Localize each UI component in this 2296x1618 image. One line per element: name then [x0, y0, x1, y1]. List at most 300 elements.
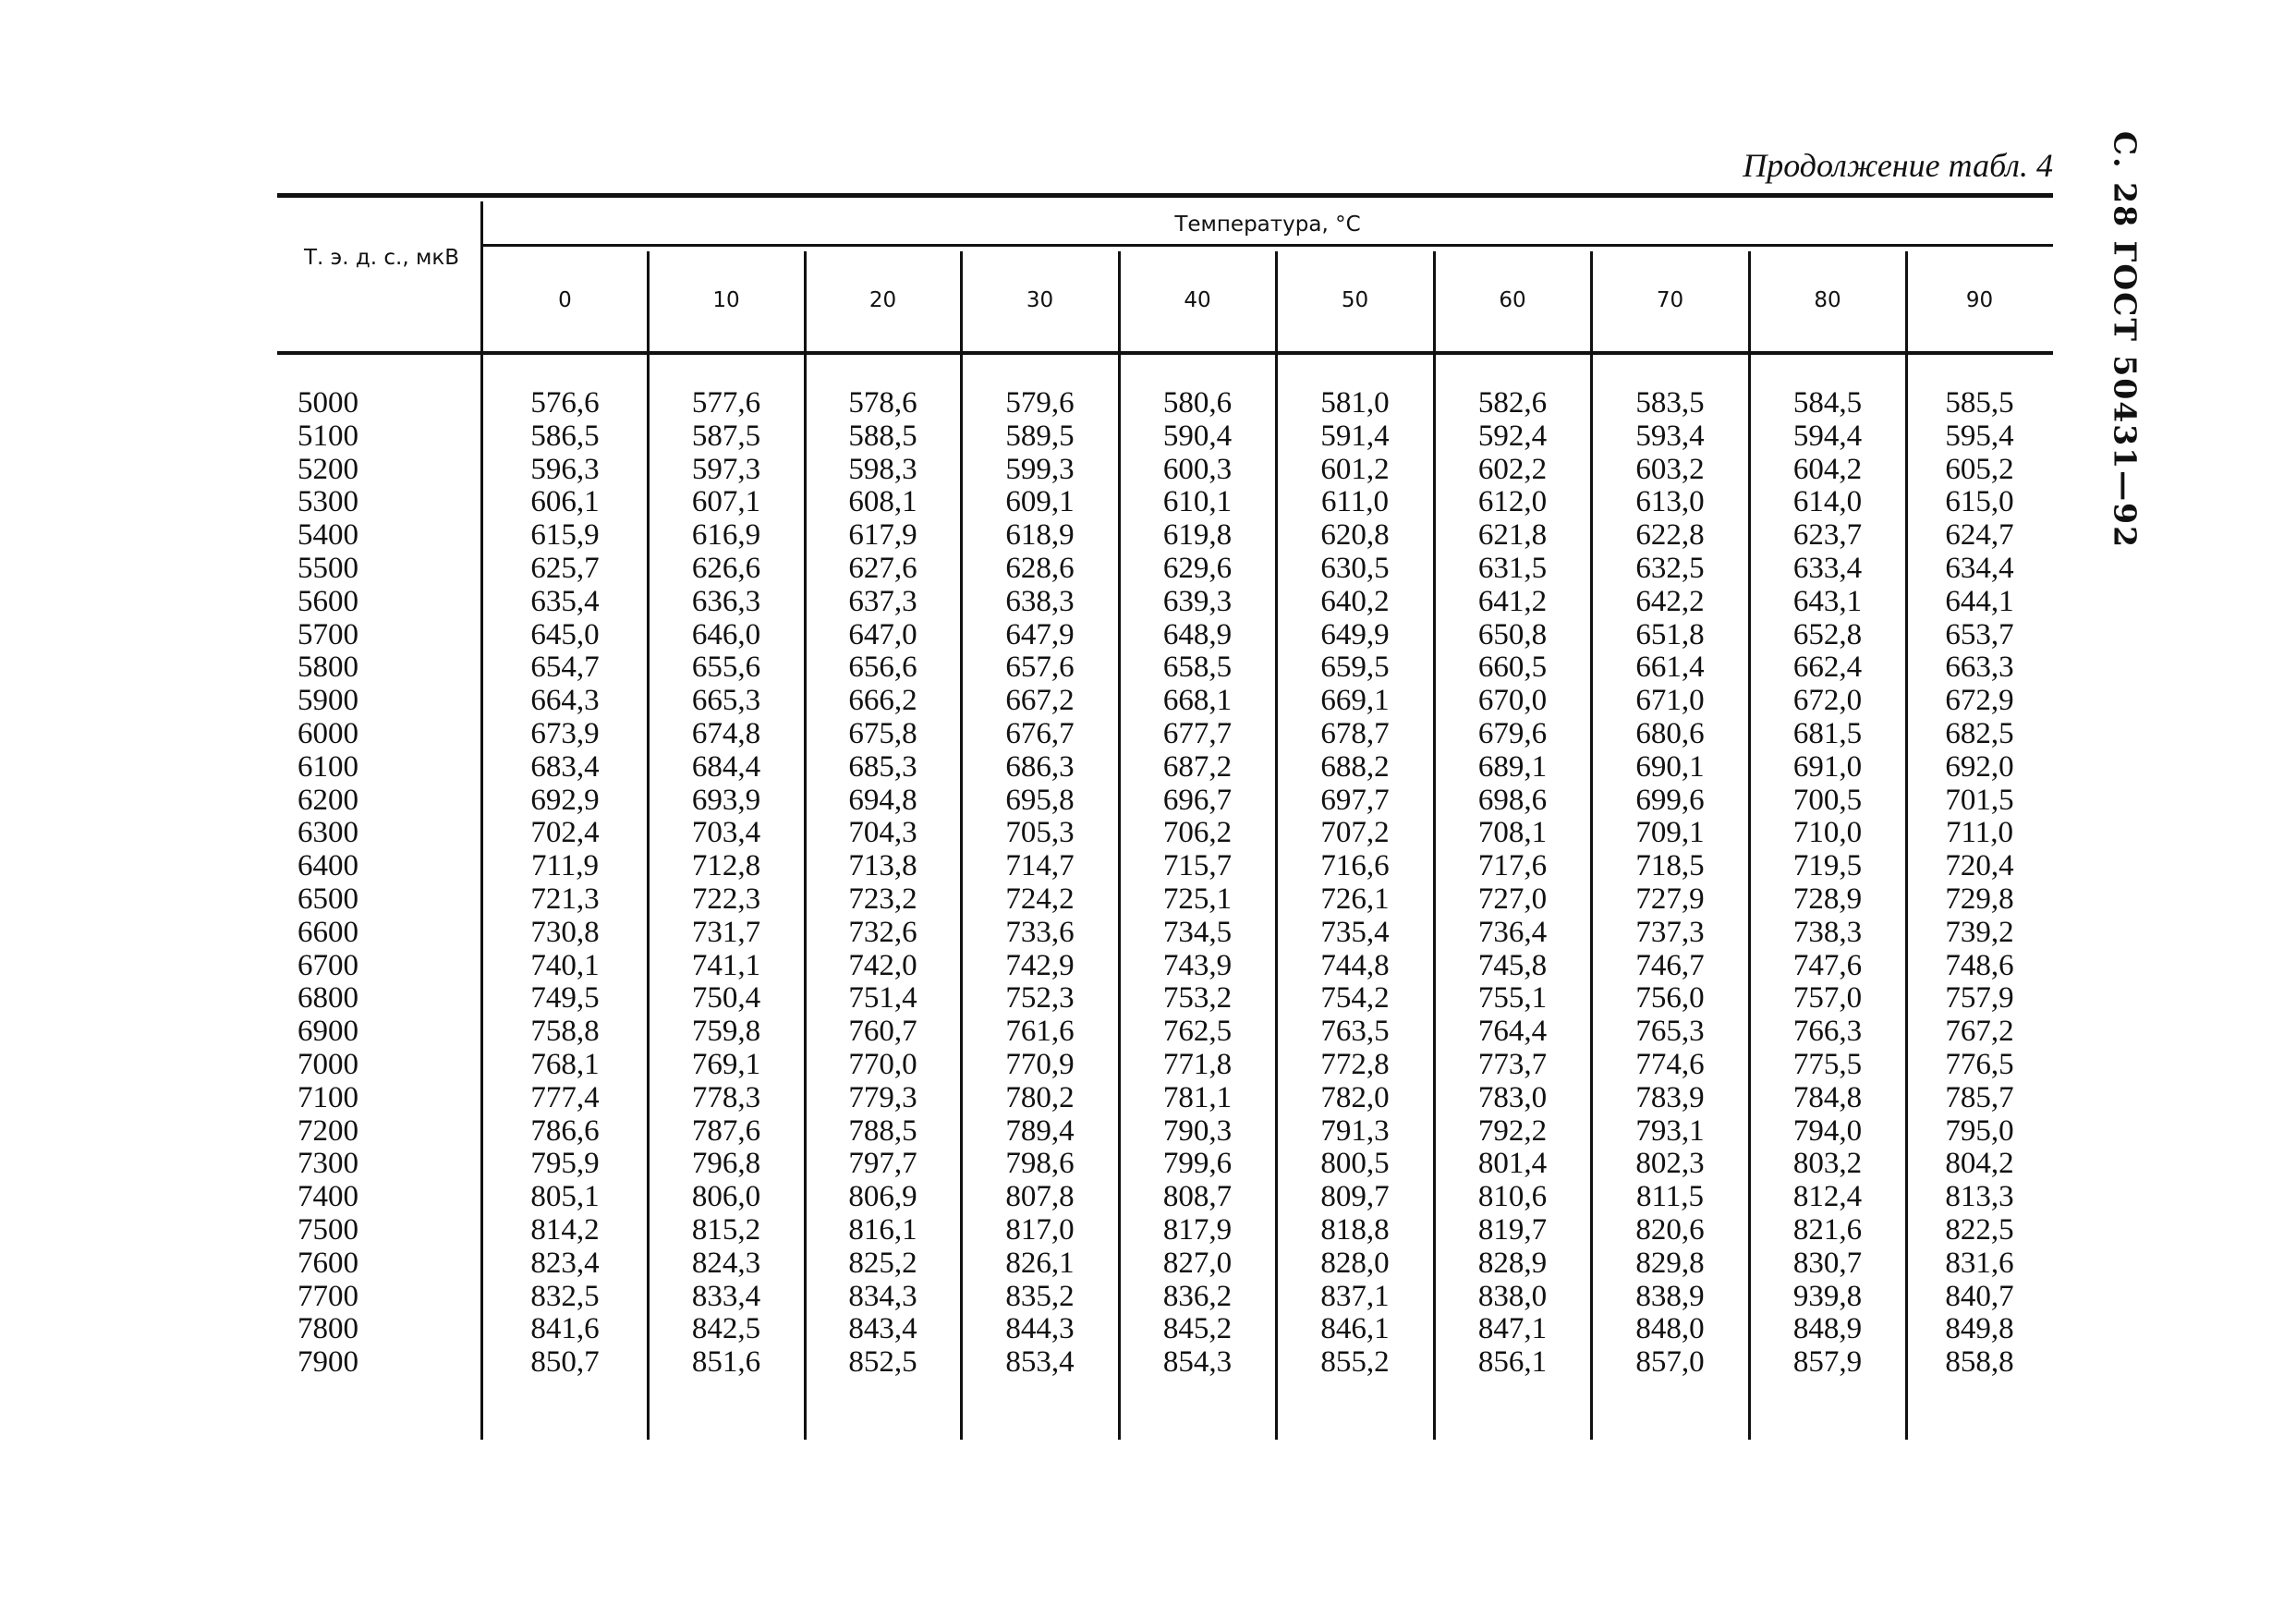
temperature-cell: 793,1 — [1635, 1113, 1705, 1148]
temperature-cell: 814,2 — [530, 1213, 600, 1247]
temperature-cell: 795,0 — [1945, 1113, 2014, 1148]
emf-value: 7200 — [298, 1113, 358, 1148]
temperature-cell: 772,8 — [1320, 1048, 1390, 1081]
temperature-cell: 667,2 — [1005, 684, 1075, 718]
temperature-cell: 802,3 — [1635, 1147, 1705, 1181]
temperature-cell: 851,6 — [691, 1345, 761, 1380]
temperature-cell: 699,6 — [1635, 783, 1705, 817]
temperature-cell: 746,7 — [1635, 948, 1705, 982]
temperature-cell: 700,5 — [1792, 783, 1863, 817]
temperature-cell: 645,0 — [530, 617, 600, 651]
emf-value: 5000 — [298, 386, 358, 420]
temperature-cell: 765,3 — [1635, 1015, 1705, 1049]
temperature-cell: 826,1 — [1005, 1246, 1075, 1280]
temperature-cell: 590,4 — [1162, 419, 1233, 453]
temperature-cell: 842,5 — [691, 1312, 761, 1346]
temperature-cell: 831,6 — [1945, 1246, 2014, 1280]
temperature-cell: 711,0 — [1945, 816, 2014, 850]
temperature-cell: 811,5 — [1635, 1180, 1705, 1214]
temperature-cell: 650,8 — [1477, 617, 1548, 651]
table-caption: Продолжение табл. 4 — [1743, 147, 2053, 184]
temperature-cell: 778,3 — [691, 1080, 761, 1114]
temperature-cell: 610,1 — [1162, 485, 1233, 519]
temperature-cell: 769,1 — [691, 1048, 761, 1081]
temperature-cell: 586,5 — [530, 419, 600, 453]
emf-value: 6400 — [298, 849, 358, 883]
temperature-cell: 743,9 — [1162, 948, 1233, 982]
temperature-cell: 841,6 — [530, 1312, 600, 1346]
emf-value: 5300 — [298, 485, 358, 519]
temperature-cell: 691,0 — [1792, 749, 1863, 784]
temperature-cell: 703,4 — [691, 816, 761, 850]
temperature-cell: 816,1 — [848, 1213, 917, 1247]
temperature-cell: 782,0 — [1320, 1080, 1390, 1114]
temperature-cell: 855,2 — [1320, 1345, 1390, 1380]
temperature-cell: 625,7 — [530, 552, 600, 585]
temperature-cell: 618,9 — [1005, 518, 1075, 553]
temperature-cell: 655,6 — [691, 651, 761, 685]
emf-value: 6900 — [298, 1015, 358, 1049]
temperature-cell: 825,2 — [848, 1246, 917, 1280]
emf-value: 6000 — [298, 717, 358, 750]
emf-value: 6200 — [298, 783, 358, 817]
temperature-cell: 818,8 — [1320, 1213, 1390, 1247]
temperature-cell: 755,1 — [1477, 981, 1548, 1016]
temperature-cell: 647,0 — [848, 617, 917, 651]
temperature-cell: 672,0 — [1792, 684, 1863, 718]
temperature-cell: 623,7 — [1792, 518, 1863, 553]
temperature-cell: 848,0 — [1635, 1312, 1705, 1346]
temperature-cell: 758,8 — [530, 1015, 600, 1049]
temperature-cell: 681,5 — [1792, 717, 1863, 750]
column-header: 90 — [1965, 288, 1994, 312]
temperature-cell: 602,2 — [1477, 452, 1548, 486]
temperature-cell: 685,3 — [848, 749, 917, 784]
temperature-cell: 683,4 — [530, 749, 600, 784]
temperature-cell: 675,8 — [848, 717, 917, 750]
temperature-cell: 606,1 — [530, 485, 600, 519]
temperature-cell: 634,4 — [1945, 552, 2014, 585]
temperature-cell: 857,0 — [1635, 1345, 1705, 1380]
temperature-cell: 717,6 — [1477, 849, 1548, 883]
temperature-cell: 724,2 — [1005, 882, 1075, 916]
emf-value: 7700 — [298, 1279, 358, 1313]
emf-value: 7400 — [298, 1180, 358, 1214]
temperature-cell: 770,9 — [1005, 1048, 1075, 1081]
temperature-cell: 579,6 — [1005, 386, 1075, 420]
temperature-cell: 636,3 — [691, 584, 761, 618]
temperature-cell: 585,5 — [1945, 386, 2014, 420]
temperature-cell: 733,6 — [1005, 915, 1075, 949]
temperature-cell: 821,6 — [1792, 1213, 1863, 1247]
temperature-cell: 797,7 — [848, 1147, 917, 1181]
temperature-cell: 692,0 — [1945, 749, 2014, 784]
temperature-cell: 649,9 — [1320, 617, 1390, 651]
temperature-cell: 834,3 — [848, 1279, 917, 1313]
temperature-cell: 801,4 — [1477, 1147, 1548, 1181]
temperature-cell: 694,8 — [848, 783, 917, 817]
temperature-cell: 709,1 — [1635, 816, 1705, 850]
temperature-cell: 582,6 — [1477, 386, 1548, 420]
temperature-cell: 770,0 — [848, 1048, 917, 1081]
column-header: 80 — [1814, 288, 1841, 312]
temperature-cell: 615,0 — [1945, 485, 2014, 519]
temperature-cell: 810,6 — [1477, 1180, 1548, 1214]
temperature-cell: 788,5 — [848, 1113, 917, 1148]
temperature-cell: 587,5 — [691, 419, 761, 453]
temperature-cell: 731,7 — [691, 915, 761, 949]
temperature-cell: 690,1 — [1635, 749, 1705, 784]
page-header-vertical — [2097, 130, 2153, 550]
temperature-cell: 581,0 — [1320, 386, 1390, 420]
temperature-cell: 660,5 — [1477, 651, 1548, 685]
temperature-cell: 840,7 — [1945, 1279, 2014, 1313]
temperature-cell: 745,8 — [1477, 948, 1548, 982]
temperature-cell: 749,5 — [530, 981, 600, 1016]
temperature-cell: 763,5 — [1320, 1015, 1390, 1049]
temperature-cell: 827,0 — [1162, 1246, 1233, 1280]
emf-value: 5600 — [298, 584, 358, 618]
temperature-cell: 845,2 — [1162, 1312, 1233, 1346]
temperature-cell: 806,9 — [848, 1180, 917, 1214]
temperature-cell: 591,4 — [1320, 419, 1390, 453]
temperature-cell: 798,6 — [1005, 1147, 1075, 1181]
temperature-cell: 604,2 — [1792, 452, 1863, 486]
temperature-cell: 736,4 — [1477, 915, 1548, 949]
temperature-cell: 671,0 — [1635, 684, 1705, 718]
column-header: 30 — [1026, 288, 1054, 312]
temperature-cell: 764,4 — [1477, 1015, 1548, 1049]
temperature-cell: 850,7 — [530, 1345, 600, 1380]
temperature-cell: 847,1 — [1477, 1312, 1548, 1346]
temperature-cell: 647,9 — [1005, 617, 1075, 651]
temperature-cell: 686,3 — [1005, 749, 1075, 784]
temperature-cell: 712,8 — [691, 849, 761, 883]
column-header: 60 — [1499, 288, 1526, 312]
temperature-cell: 838,0 — [1477, 1279, 1548, 1313]
temperature-cell: 659,5 — [1320, 651, 1390, 685]
temperature-cell: 715,7 — [1162, 849, 1233, 883]
temperature-cell: 669,1 — [1320, 684, 1390, 718]
temperature-cell: 600,3 — [1162, 452, 1233, 486]
temperature-cell: 812,4 — [1792, 1180, 1863, 1214]
temperature-cell: 809,7 — [1320, 1180, 1390, 1214]
emf-value: 7600 — [298, 1246, 358, 1280]
temperature-cell: 624,7 — [1945, 518, 2014, 553]
temperature-cell: 670,0 — [1477, 684, 1548, 718]
column-header: 0 — [558, 288, 572, 312]
temperature-cell: 734,5 — [1162, 915, 1233, 949]
temperature-cell: 848,9 — [1792, 1312, 1863, 1346]
temperature-cell: 794,0 — [1792, 1113, 1863, 1148]
temperature-cell: 584,5 — [1792, 386, 1863, 420]
emf-value: 6100 — [298, 749, 358, 784]
temperature-cell: 629,6 — [1162, 552, 1233, 585]
temperature-cell: 720,4 — [1945, 849, 2014, 883]
temperature-cell: 828,9 — [1477, 1246, 1548, 1280]
temperature-cell: 803,2 — [1792, 1147, 1863, 1181]
temperature-cell: 858,8 — [1945, 1345, 2014, 1380]
temperature-cell: 822,5 — [1945, 1213, 2014, 1247]
temperature-cell: 630,5 — [1320, 552, 1390, 585]
temperature-cell: 752,3 — [1005, 981, 1075, 1016]
temperature-cell: 668,1 — [1162, 684, 1233, 718]
temperature-cell: 747,6 — [1792, 948, 1863, 982]
temperature-cell: 693,9 — [691, 783, 761, 817]
temperature-cell: 742,9 — [1005, 948, 1075, 982]
temperature-cell: 617,9 — [848, 518, 917, 553]
temperature-cell: 615,9 — [530, 518, 600, 553]
row-header: Т. э. д. с., мкВ — [303, 246, 460, 270]
temperature-cell: 805,1 — [530, 1180, 600, 1214]
temperature-cell: 662,4 — [1792, 651, 1863, 685]
column-header: 50 — [1341, 288, 1369, 312]
temperature-cell: 711,9 — [530, 849, 600, 883]
temperature-cell: 605,2 — [1945, 452, 2014, 486]
temperature-cell: 732,6 — [848, 915, 917, 949]
temperature-cell: 742,0 — [848, 948, 917, 982]
temperature-cell: 676,7 — [1005, 717, 1075, 750]
temperature-cell: 771,8 — [1162, 1048, 1233, 1081]
temperature-cell: 594,4 — [1792, 419, 1863, 453]
temperature-cell: 828,0 — [1320, 1246, 1390, 1280]
emf-value: 7100 — [298, 1080, 358, 1114]
temperature-cell: 806,0 — [691, 1180, 761, 1214]
temperature-cell: 725,1 — [1162, 882, 1233, 916]
temperature-cell: 589,5 — [1005, 419, 1075, 453]
temperature-cell: 680,6 — [1635, 717, 1705, 750]
temperature-cell: 627,6 — [848, 552, 917, 585]
temperature-cell: 648,9 — [1162, 617, 1233, 651]
temperature-cell: 654,7 — [530, 651, 600, 685]
temperature-cell: 852,5 — [848, 1345, 917, 1380]
subheader-rule — [482, 244, 2053, 247]
temperature-cell: 719,5 — [1792, 849, 1863, 883]
emf-value: 5500 — [298, 552, 358, 585]
temperature-cell: 756,0 — [1635, 981, 1705, 1016]
temperature-cell: 633,4 — [1792, 552, 1863, 585]
emf-value: 5100 — [298, 419, 358, 453]
temperature-cell: 710,0 — [1792, 816, 1863, 850]
temperature-cell: 854,3 — [1162, 1345, 1233, 1380]
temperature-cell: 716,6 — [1320, 849, 1390, 883]
temperature-cell: 813,3 — [1945, 1180, 2014, 1214]
temperature-cell: 757,9 — [1945, 981, 2014, 1016]
temperature-cell: 595,4 — [1945, 419, 2014, 453]
temperature-cell: 832,5 — [530, 1279, 600, 1313]
temperature-cell: 684,4 — [691, 749, 761, 784]
temperature-cell: 697,7 — [1320, 783, 1390, 817]
temperature-cell: 787,6 — [691, 1113, 761, 1148]
temperature-cell: 688,2 — [1320, 749, 1390, 784]
temperature-cell: 713,8 — [848, 849, 917, 883]
temperature-cell: 766,3 — [1792, 1015, 1863, 1049]
emf-value: 5700 — [298, 617, 358, 651]
temperature-cell: 616,9 — [691, 518, 761, 553]
temperature-cell: 777,4 — [530, 1080, 600, 1114]
temperature-cell: 698,6 — [1477, 783, 1548, 817]
column-header: 10 — [712, 288, 740, 312]
temperature-cell: 651,8 — [1635, 617, 1705, 651]
temperature-cell: 611,0 — [1320, 485, 1390, 519]
temperature-cell: 781,1 — [1162, 1080, 1233, 1114]
temperature-cell: 637,3 — [848, 584, 917, 618]
temperature-cell: 620,8 — [1320, 518, 1390, 553]
temperature-cell: 829,8 — [1635, 1246, 1705, 1280]
temperature-cell: 815,2 — [691, 1213, 761, 1247]
temperature-cell: 823,4 — [530, 1246, 600, 1280]
temperature-cell: 641,2 — [1477, 584, 1548, 618]
page-header-text: С. 28 ГОСТ 50431—92 — [2107, 130, 2144, 550]
temperature-cell: 790,3 — [1162, 1113, 1233, 1148]
temperature-cell: 783,9 — [1635, 1080, 1705, 1114]
temperature-cell: 807,8 — [1005, 1180, 1075, 1214]
temperature-cell: 761,6 — [1005, 1015, 1075, 1049]
column-header: 70 — [1656, 288, 1684, 312]
temperature-cell: 592,4 — [1477, 419, 1548, 453]
temperature-cell: 598,3 — [848, 452, 917, 486]
temperature-cell: 588,5 — [848, 419, 917, 453]
temperature-cell: 656,6 — [848, 651, 917, 685]
temperature-cell: 776,5 — [1945, 1048, 2014, 1081]
temperature-cell: 785,7 — [1945, 1080, 2014, 1114]
temperature-cell: 835,2 — [1005, 1279, 1075, 1313]
temperature-cell: 739,2 — [1945, 915, 2014, 949]
temperature-cell: 744,8 — [1320, 948, 1390, 982]
temperature-cell: 696,7 — [1162, 783, 1233, 817]
temperature-cell: 751,4 — [848, 981, 917, 1016]
temperature-cell: 626,6 — [691, 552, 761, 585]
temperature-cell: 857,9 — [1792, 1345, 1863, 1380]
temperature-cell: 762,5 — [1162, 1015, 1233, 1049]
temperature-cell: 799,6 — [1162, 1147, 1233, 1181]
temperature-cell: 780,2 — [1005, 1080, 1075, 1114]
temperature-cell: 628,6 — [1005, 552, 1075, 585]
temperature-cell: 837,1 — [1320, 1279, 1390, 1313]
emf-value: 6600 — [298, 915, 358, 949]
temperature-cell: 846,1 — [1320, 1312, 1390, 1346]
temperature-cell: 661,4 — [1635, 651, 1705, 685]
temperature-cell: 735,4 — [1320, 915, 1390, 949]
temperature-cell: 792,2 — [1477, 1113, 1548, 1148]
temperature-cell: 666,2 — [848, 684, 917, 718]
temperature-cell: 830,7 — [1792, 1246, 1863, 1280]
temperature-cell: 759,8 — [691, 1015, 761, 1049]
temperature-cell: 678,7 — [1320, 717, 1390, 750]
temperature-cell: 768,1 — [530, 1048, 600, 1081]
temperature-cell: 607,1 — [691, 485, 761, 519]
temperature-cell: 754,2 — [1320, 981, 1390, 1016]
temperature-cell: 674,8 — [691, 717, 761, 750]
temperature-cell: 701,5 — [1945, 783, 2014, 817]
temperature-cell: 672,9 — [1945, 684, 2014, 718]
temperature-cell: 804,2 — [1945, 1147, 2014, 1181]
emf-value: 5900 — [298, 684, 358, 718]
top-rule — [277, 193, 2053, 198]
temperature-cell: 789,4 — [1005, 1113, 1075, 1148]
temperature-cell: 687,2 — [1162, 749, 1233, 784]
temperature-cell: 726,1 — [1320, 882, 1390, 916]
temperature-cell: 642,2 — [1635, 584, 1705, 618]
emf-value: 7900 — [298, 1345, 358, 1380]
emf-value: 6700 — [298, 948, 358, 982]
emf-value: 7300 — [298, 1147, 358, 1181]
temperature-cell: 773,7 — [1477, 1048, 1548, 1081]
temperature-cell: 577,6 — [691, 386, 761, 420]
temperature-cell: 748,6 — [1945, 948, 2014, 982]
temperature-cell: 728,9 — [1792, 882, 1863, 916]
temperature-cell: 819,7 — [1477, 1213, 1548, 1247]
temperature-cell: 580,6 — [1162, 386, 1233, 420]
temperature-cell: 844,3 — [1005, 1312, 1075, 1346]
temperature-cell: 704,3 — [848, 816, 917, 850]
column-header: 20 — [869, 288, 897, 312]
temperature-cell: 665,3 — [691, 684, 761, 718]
temperature-cell: 679,6 — [1477, 717, 1548, 750]
temperature-cell: 593,4 — [1635, 419, 1705, 453]
temperature-cell: 721,3 — [530, 882, 600, 916]
temperature-cell: 760,7 — [848, 1015, 917, 1049]
temperature-cell: 652,8 — [1792, 617, 1863, 651]
temperature-cell: 783,0 — [1477, 1080, 1548, 1114]
temperature-cell: 603,2 — [1635, 452, 1705, 486]
temperature-cell: 613,0 — [1635, 485, 1705, 519]
header-bottom-rule — [277, 351, 2053, 355]
temperature-cell: 843,4 — [848, 1312, 917, 1346]
temperature-cell: 775,5 — [1792, 1048, 1863, 1081]
temperature-cell: 619,8 — [1162, 518, 1233, 553]
temperature-cell: 682,5 — [1945, 717, 2014, 750]
temperature-cell: 856,1 — [1477, 1345, 1548, 1380]
temperature-cell: 730,8 — [530, 915, 600, 949]
temperature-cell: 599,3 — [1005, 452, 1075, 486]
emf-value: 5200 — [298, 452, 358, 486]
temperature-cell: 578,6 — [848, 386, 917, 420]
temperature-cell: 838,9 — [1635, 1279, 1705, 1313]
emf-value: 5800 — [298, 651, 358, 685]
temperature-cell: 779,3 — [848, 1080, 917, 1114]
temperature-cell: 635,4 — [530, 584, 600, 618]
temperature-cell: 738,3 — [1792, 915, 1863, 949]
temperature-cell: 632,5 — [1635, 552, 1705, 585]
emf-value: 6500 — [298, 882, 358, 916]
temperature-cell: 631,5 — [1477, 552, 1548, 585]
temperature-cell: 614,0 — [1792, 485, 1863, 519]
temperature-cell: 597,3 — [691, 452, 761, 486]
temperature-cell: 727,9 — [1635, 882, 1705, 916]
temperature-cell: 707,2 — [1320, 816, 1390, 850]
temperature-cell: 658,5 — [1162, 651, 1233, 685]
temperature-cell: 753,2 — [1162, 981, 1233, 1016]
temperature-cell: 729,8 — [1945, 882, 2014, 916]
temperature-cell: 800,5 — [1320, 1147, 1390, 1181]
group-header: Температура, °С — [1174, 213, 1361, 237]
temperature-cell: 808,7 — [1162, 1180, 1233, 1214]
temperature-cell: 750,4 — [691, 981, 761, 1016]
temperature-cell: 609,1 — [1005, 485, 1075, 519]
temperature-cell: 646,0 — [691, 617, 761, 651]
temperature-cell: 596,3 — [530, 452, 600, 486]
emf-value: 7000 — [298, 1048, 358, 1081]
temperature-cell: 622,8 — [1635, 518, 1705, 553]
temperature-cell: 791,3 — [1320, 1113, 1390, 1148]
temperature-cell: 774,6 — [1635, 1048, 1705, 1081]
temperature-cell: 817,9 — [1162, 1213, 1233, 1247]
temperature-cell: 767,2 — [1945, 1015, 2014, 1049]
temperature-cell: 644,1 — [1945, 584, 2014, 618]
temperature-cell: 664,3 — [530, 684, 600, 718]
temperature-cell: 702,4 — [530, 816, 600, 850]
